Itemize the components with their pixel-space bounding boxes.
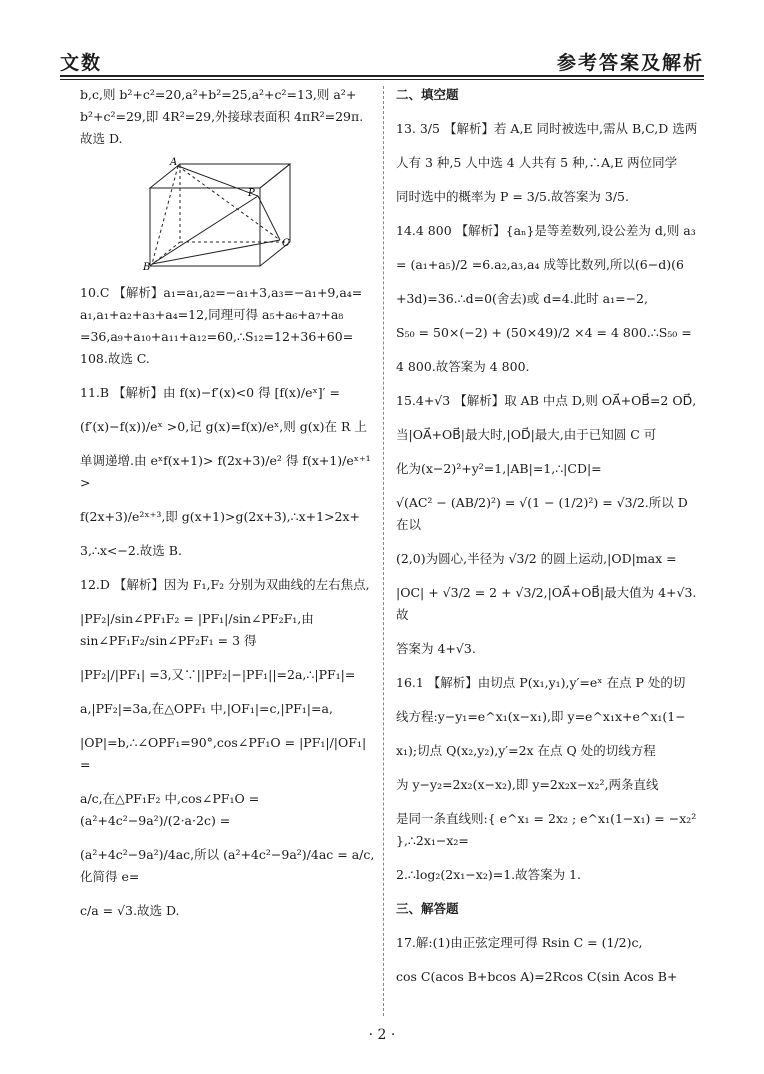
header-title: 参考答案及解析 <box>556 52 704 74</box>
text-line: x₁);切点 Q(x₂,y₂),y′=2x 在点 Q 处的切线方程 <box>396 743 656 758</box>
text-line: S₅₀ = 50×(−2) + (50×49)/2 ×4 = 4 800.∴S₅₀ = <box>396 325 692 340</box>
text-line: f(2x+3)/e²ˣ⁺³,即 g(x+1)>g(2x+3),∴x+1>2x+ <box>80 509 361 524</box>
text-line: 17.解:(1)由正弦定理可得 Rsin C = (1/2)c, <box>396 935 643 950</box>
prism-figure <box>140 156 300 271</box>
text-line: (2,0)为圆心,半径为 √3/2 的圆上运动,|OD|max = <box>396 551 677 566</box>
section-heading-fill: 二、填空题 <box>396 87 459 102</box>
text-line: 为 y−y₂=2x₂(x−x₂),即 y=2x₂x−x₂²,两条直线 <box>396 777 659 792</box>
text-line: c/a = √3.故选 D. <box>80 903 180 918</box>
text-line: 2.∴log₂(2x₁−x₂)=1.故答案为 1. <box>396 867 582 882</box>
text-line: |OC| + √3/2 = 2 + √3/2,|OA⃗+OB⃗|最大值为 4+√3.故 <box>396 585 697 622</box>
text-line: a/c,在△PF₁F₂ 中,cos∠PF₁O = (a²+4c²−9a²)/(2·a·2c) = <box>80 791 264 828</box>
text-line: = (a₁+a₅)/2 =6.a₂,a₃,a₄ 成等比数列,所以(6−d)(6 <box>396 257 684 272</box>
vertex-label-a: A <box>170 157 178 168</box>
text-line: 4 800.故答案为 4 800. <box>396 359 530 374</box>
text-line: b,c,则 b²+c²=20,a²+b²=25,a²+c²=13,则 a²+ <box>80 87 357 102</box>
column-divider <box>383 86 384 1016</box>
text-line: 16.1 【解析】由切点 P(x₁,y₁),y′=eˣ 在点 P 处的切 <box>396 675 686 690</box>
text-line: (a²+4c²−9a²)/4ac,所以 (a²+4c²−9a²)/4ac = a/c,化简得 e= <box>80 847 375 884</box>
text-line: 108.故选 C. <box>80 351 150 366</box>
right-column <box>396 84 704 988</box>
header-rule-thick <box>60 75 704 77</box>
vertex-label-b: B <box>143 262 151 271</box>
text-line: 10.C 【解析】a₁=a₁,a₂=−a₁+3,a₃=−a₁+9,a₄= <box>80 285 363 300</box>
text-line: a₁,a₁+a₂+a₃+a₄=12,同理可得 a₅+a₆+a₇+a₈ <box>80 307 344 322</box>
text-line: |OP|=b,∴∠OPF₁=90°,cos∠PF₁O = |PF₁|/|OF₁| = <box>80 735 371 772</box>
page-header <box>60 44 704 74</box>
left-column <box>80 84 375 922</box>
text-line: 当|OA⃗+OB⃗|最大时,|OD⃗|最大,由于已知圆 C 可 <box>396 427 657 442</box>
text-line: 同时选中的概率为 P = 3/5.故答案为 3/5. <box>396 189 629 204</box>
text-line: 故选 D. <box>80 131 123 146</box>
text-line: =36,a₉+a₁₀+a₁₁+a₁₂=60,∴S₁₂=12+36+60= <box>80 329 354 344</box>
text-line: 答案为 4+√3. <box>396 641 476 656</box>
text-line: 单调递增.由 eˣf(x+1)> f(2x+3)/e² 得 f(x+1)/eˣ⁺¹ > <box>80 453 375 490</box>
text-line: 15.4+√3 【解析】取 AB 中点 D,则 OA⃗+OB⃗=2 OD⃗, <box>396 393 697 408</box>
subject-label: 文数 <box>60 52 103 74</box>
text-line: |PF₂|/|PF₁| =3,又∵||PF₂|−|PF₁||=2a,∴|PF₁|= <box>80 667 356 682</box>
text-line: √(AC² − (AB/2)²) = √(1 − (1/2)²) = √3/2.所以 D 在以 <box>396 495 692 532</box>
text-line: 是同一条直线则:{ e^x₁ = 2x₂ ; e^x₁(1−x₁) = −x₂² },∴2x₁−x₂= <box>396 811 701 848</box>
header-rule-thin <box>60 79 704 80</box>
text-line: (f′(x)−f(x))/eˣ >0,记 g(x)=f(x)/eˣ,则 g(x)在 R 上 <box>80 419 367 434</box>
text-line: 3,∴x<−2.故选 B. <box>80 543 182 558</box>
text-line: +3d)=36.∴d=0(舍去)或 d=4.此时 a₁=−2, <box>396 291 648 306</box>
text-line: 13. 3/5 【解析】若 A,E 同时被选中,需从 B,C,D 选两 <box>396 121 698 136</box>
page-number: · 2 · <box>368 1027 396 1043</box>
vertex-label-c: C <box>282 238 290 249</box>
text-line: 11.B 【解析】由 f(x)−f′(x)<0 得 [f(x)/eˣ]′ = <box>80 385 340 400</box>
section-heading-solve: 三、解答题 <box>396 901 459 916</box>
text-line: cos C(acos B+bcos A)=2Rcos C(sin Acos B+ <box>396 969 678 984</box>
text-line: 12.D 【解析】因为 F₁,F₂ 分别为双曲线的左右焦点, <box>80 577 370 592</box>
text-line: 化为(x−2)²+y²=1,|AB|=1,∴|CD|= <box>396 461 602 476</box>
text-line: |PF₂|/sin∠PF₁F₂ = |PF₁|/sin∠PF₂F₁,由 sin∠PF₁F₂/sin∠PF₂F₁ = 3 得 <box>80 611 318 648</box>
text-line: 人有 3 种,5 人中选 4 人共有 5 种,∴A,E 两位同学 <box>396 155 678 170</box>
text-line: 14.4 800 【解析】{aₙ}是等差数列,设公差为 d,则 a₃ <box>396 223 696 238</box>
text-line: 线方程:y−y₁=e^x₁(x−x₁),即 y=e^x₁x+e^x₁(1− <box>396 709 686 724</box>
vertex-label-p: P <box>248 188 255 199</box>
text-line: a,|PF₂|=3a,在△OPF₁ 中,|OF₁|=c,|PF₁|=a, <box>80 701 333 716</box>
text-line: b²+c²=29,即 4R²=29,外接球表面积 4πR²=29π. <box>80 109 364 124</box>
